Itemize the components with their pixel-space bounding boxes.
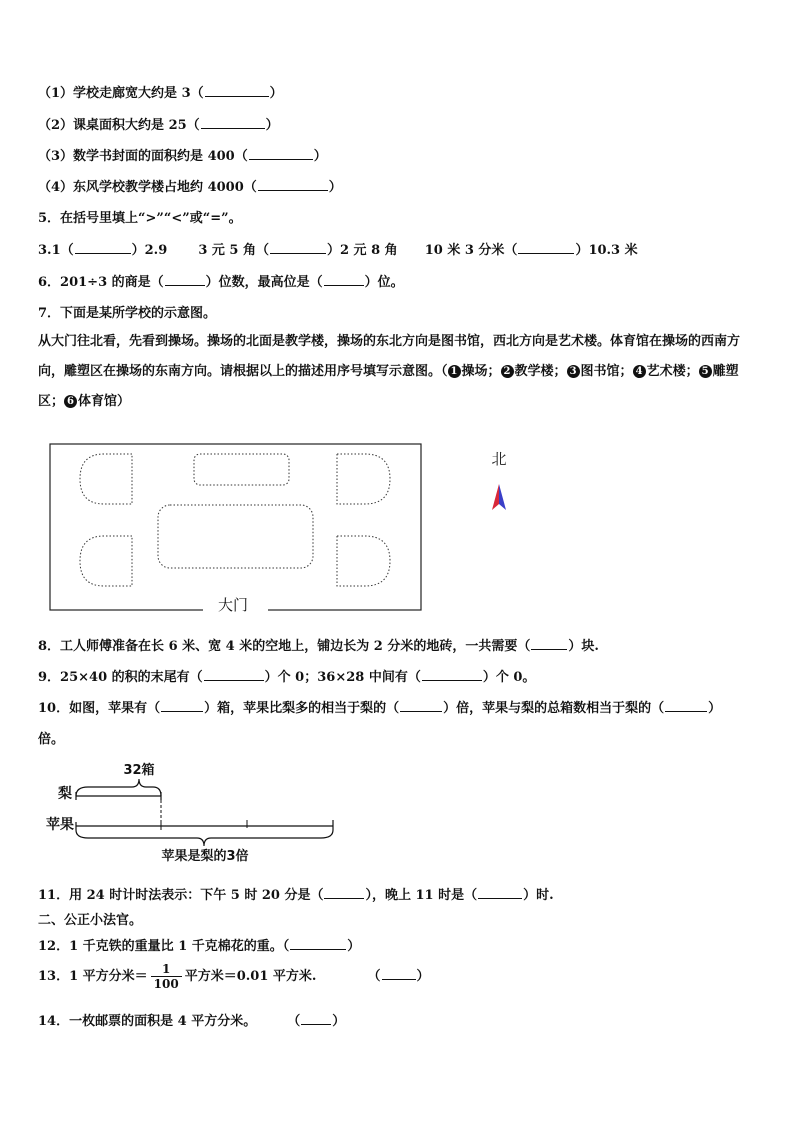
top-brace	[76, 779, 161, 796]
map-gate-label: 大门	[217, 596, 249, 614]
q7-option-5: 5 雕塑区；	[38, 364, 739, 409]
map-border	[50, 444, 421, 610]
answer-blank[interactable]	[205, 84, 269, 97]
answer-blank[interactable]	[249, 147, 313, 160]
answer-blank[interactable]	[290, 937, 346, 950]
map-zone-southeast[interactable]	[337, 536, 390, 586]
answer-blank[interactable]	[75, 241, 131, 254]
answer-blank[interactable]	[400, 699, 442, 712]
q11: 11．用 24 时计时法表示：下午 5 时 20 分是（ ），晚上 11 时是（ ）时.	[38, 888, 554, 903]
segment-diagram	[40, 758, 350, 866]
answer-blank[interactable]	[270, 241, 326, 254]
q10-cont: 倍。	[38, 732, 65, 747]
school-map	[48, 442, 428, 614]
answer-blank[interactable]	[324, 886, 364, 899]
answer-blank[interactable]	[531, 637, 567, 650]
q5-items: 3.1（ ）2.9 3 元 5 角（ ）2 元 8 角 10 米 3 分米（ ）10.3 米	[38, 243, 638, 258]
map-zone-north[interactable]	[194, 454, 289, 485]
q7-option-4: 4 艺术楼；	[633, 364, 699, 379]
q7-option-1: 1 操场；	[448, 364, 501, 379]
diagram-top-label: 32箱	[123, 763, 155, 778]
section-2-title: 二、公正小法官。	[38, 913, 143, 928]
north-compass	[484, 446, 514, 516]
diagram-bottom-label: 苹果是梨的3倍	[161, 849, 249, 864]
map-zone-northwest[interactable]	[80, 454, 132, 504]
q12: 12．1 千克铁的重量比 1 千克棉花的重。（ ）	[38, 939, 361, 954]
q7-option-6: 6 体育馆）	[64, 394, 130, 409]
q4-item-3: （3）数学书封面的面积约是 400（ ）	[38, 149, 327, 164]
answer-blank[interactable]	[204, 668, 264, 681]
q4-item-2: （2）课桌面积大约是 25（ ）	[38, 118, 279, 133]
answer-blank[interactable]	[258, 178, 328, 191]
fraction: $\frac{1}{100}$	[151, 962, 182, 991]
answer-blank[interactable]	[324, 273, 364, 286]
map-zone-southwest[interactable]	[80, 536, 132, 586]
q13: 13．1 平方分米＝ $\frac{1}{100}$ 平方米＝0.01 平方米. （ ）	[38, 962, 430, 991]
q8: 8．工人师傅准备在长 6 米、宽 4 米的空地上，铺边长为 2 分米的地砖，一共需要（ ）块.	[38, 639, 599, 654]
answer-blank[interactable]	[161, 699, 203, 712]
map-zone-center[interactable]	[158, 505, 313, 568]
q9: 9．25×40 的积的末尾有（ ）个 0；36×28 中间有（ ）个 0。	[38, 670, 536, 685]
q4-item-1: （1）学校走廊宽大约是 3（ ）	[38, 86, 283, 101]
q7-option-2: 2 教学楼；	[501, 364, 567, 379]
q4-item-4: （4）东风学校教学楼占地约 4000（ ）	[38, 180, 342, 195]
q6: 6．201÷3 的商是（ ）位数，最高位是（ ）位。	[38, 275, 404, 290]
q14: 14．一枚邮票的面积是 4 平方分米。 （ ）	[38, 1014, 346, 1029]
answer-blank[interactable]	[422, 668, 482, 681]
answer-blank[interactable]	[665, 699, 707, 712]
north-label: 北	[491, 450, 507, 468]
north-arrow-icon	[492, 484, 499, 510]
answer-blank[interactable]	[478, 886, 522, 899]
q7-body: 从大门往北看，先看到操场。操场的北面是教学楼，操场的东北方向是图书馆，西北方向是艺术楼。体育馆在操场的西南方向，雕塑区在操场的东南方向。请根据以上的描述用序号填写示意图。（ 1 操场； 2 教学楼； 3 图书馆； 4 艺术楼； 5 雕塑区； 6 体育馆）	[38, 334, 741, 409]
answer-blank[interactable]	[518, 241, 574, 254]
q5-title: 5．在括号里填上“>”“<”或“=”。	[38, 211, 242, 226]
answer-blank[interactable]	[201, 116, 265, 129]
map-zone-northeast[interactable]	[337, 454, 390, 504]
answer-blank[interactable]	[382, 967, 416, 980]
answer-blank[interactable]	[301, 1012, 331, 1025]
bottom-brace	[76, 830, 333, 846]
q10: 10．如图，苹果有（ ）箱，苹果比梨多的相当于梨的（ ）倍，苹果与梨的总箱数相当于梨的（ ）	[38, 701, 722, 716]
diagram-pear-label: 梨	[58, 786, 72, 802]
diagram-apple-label: 苹果	[46, 817, 74, 833]
q7-option-3: 3 图书馆；	[567, 364, 633, 379]
answer-blank[interactable]	[165, 273, 205, 286]
q7-title: 7．下面是某所学校的示意图。	[38, 306, 217, 321]
